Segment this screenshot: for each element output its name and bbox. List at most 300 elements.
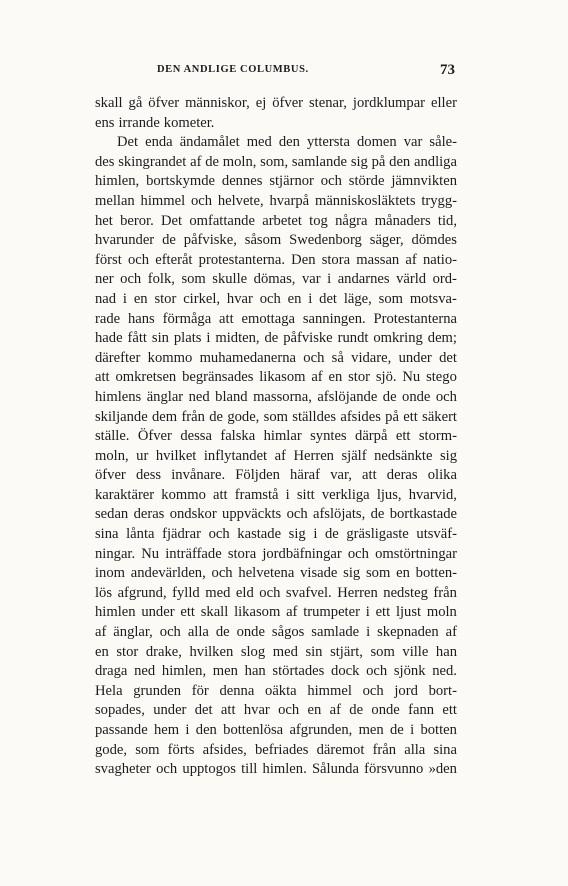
word: ned bbox=[188, 388, 210, 405]
word: stenar, bbox=[309, 95, 347, 111]
word: Protestanterna bbox=[373, 310, 457, 327]
word: och bbox=[278, 702, 300, 719]
word: störtades bbox=[272, 663, 325, 680]
text-line bbox=[95, 133, 457, 153]
text-line bbox=[95, 603, 457, 623]
word: att bbox=[219, 310, 234, 327]
word: sina bbox=[95, 526, 119, 543]
word: onde bbox=[402, 388, 431, 405]
word: yttersta bbox=[306, 134, 350, 151]
word: dem bbox=[152, 408, 178, 425]
word: stego bbox=[426, 369, 457, 386]
word: det bbox=[194, 702, 213, 719]
word: i bbox=[285, 486, 290, 503]
word: karaktärer bbox=[95, 486, 155, 503]
word: bottenlösa bbox=[223, 722, 284, 738]
word: i bbox=[122, 290, 127, 307]
word: läge, bbox=[343, 290, 372, 307]
word: en bbox=[287, 290, 302, 307]
word: påfviske, bbox=[183, 232, 237, 249]
word: ens bbox=[95, 114, 115, 131]
text-line bbox=[95, 329, 457, 349]
text-line bbox=[95, 701, 457, 721]
word: rade bbox=[95, 310, 121, 327]
word: mellan bbox=[95, 192, 135, 209]
word: att bbox=[362, 467, 377, 484]
word: bortkastade bbox=[389, 506, 457, 523]
word: plats bbox=[173, 330, 202, 347]
word: moln bbox=[426, 604, 457, 621]
word: jordklumpar bbox=[352, 95, 426, 111]
word: dem; bbox=[427, 330, 457, 347]
word: den bbox=[195, 722, 217, 738]
word: domen bbox=[356, 134, 397, 151]
word: himlar bbox=[263, 428, 302, 445]
word: lös bbox=[95, 584, 113, 601]
word: andevärlden, bbox=[130, 565, 206, 582]
word: så bbox=[331, 349, 344, 366]
word: sig bbox=[343, 565, 361, 582]
word: de bbox=[324, 526, 339, 543]
word: inträffade bbox=[165, 545, 222, 562]
word: denna bbox=[219, 682, 255, 699]
word: försvunno bbox=[364, 761, 424, 778]
word: moln, bbox=[95, 447, 129, 464]
word: alla bbox=[187, 624, 209, 641]
word: säkert bbox=[422, 408, 457, 425]
word: sig bbox=[439, 447, 457, 464]
word: under bbox=[398, 349, 432, 366]
word: stor bbox=[154, 290, 177, 307]
word: som, bbox=[260, 153, 289, 170]
word: såle- bbox=[429, 134, 457, 151]
word: stjärt, bbox=[330, 643, 363, 660]
text-line bbox=[95, 114, 457, 134]
word: en bbox=[307, 702, 322, 719]
text-line bbox=[95, 486, 457, 506]
word: ljus, bbox=[376, 486, 402, 503]
word: afslöjats, bbox=[312, 506, 366, 523]
word: han bbox=[435, 643, 457, 660]
word: Herren bbox=[293, 447, 334, 464]
word: tog bbox=[309, 212, 328, 229]
word: Herren bbox=[337, 584, 378, 601]
text-line bbox=[95, 290, 457, 310]
word: afsides, bbox=[202, 741, 247, 758]
word: visade bbox=[300, 565, 338, 582]
word: sin bbox=[151, 330, 169, 347]
text-line bbox=[95, 505, 457, 525]
word: en bbox=[95, 643, 109, 660]
word: afslöjande bbox=[317, 388, 378, 405]
word: hvarunder bbox=[95, 232, 155, 249]
word: den bbox=[389, 153, 411, 170]
word: och bbox=[156, 761, 178, 778]
word: vidare, bbox=[351, 349, 392, 366]
word: arbetet bbox=[262, 212, 302, 229]
word: såsom bbox=[244, 232, 282, 249]
word: människor, bbox=[185, 95, 250, 111]
page-header bbox=[95, 62, 455, 84]
word: värld bbox=[396, 271, 427, 288]
word: i bbox=[313, 526, 318, 543]
word: protestanterna. bbox=[198, 251, 285, 268]
word: sin bbox=[305, 643, 323, 660]
word: hvarvid, bbox=[408, 486, 457, 503]
word: kometer. bbox=[163, 114, 215, 131]
word: hvarpå bbox=[269, 192, 310, 209]
word: draga bbox=[95, 663, 128, 680]
word: häraf bbox=[290, 467, 321, 484]
word: de bbox=[205, 153, 219, 170]
word: stor bbox=[348, 369, 371, 386]
word: att bbox=[213, 486, 228, 503]
word: skulle bbox=[212, 271, 248, 288]
word: himlen bbox=[95, 604, 136, 621]
word: Det bbox=[117, 134, 139, 151]
text-line bbox=[95, 623, 457, 643]
word: motsva- bbox=[409, 290, 457, 307]
word: med bbox=[272, 643, 298, 660]
word: och bbox=[208, 526, 230, 543]
text-line bbox=[95, 643, 457, 663]
word: himlen, bbox=[161, 663, 207, 680]
word: het bbox=[95, 212, 113, 229]
word: botten- bbox=[415, 565, 457, 582]
text-line bbox=[95, 94, 457, 114]
word: onde bbox=[236, 624, 265, 641]
word: det bbox=[439, 349, 457, 366]
word: öfver bbox=[148, 95, 180, 111]
word: skall bbox=[200, 604, 229, 621]
text-line bbox=[95, 192, 457, 212]
word: ned. bbox=[432, 663, 457, 680]
word: i bbox=[366, 624, 371, 641]
word: himmel bbox=[307, 682, 352, 699]
word: och bbox=[366, 663, 388, 680]
word: begränsades bbox=[182, 369, 254, 386]
word: sanningen. bbox=[302, 310, 366, 327]
text-line bbox=[95, 564, 457, 584]
word: de bbox=[390, 722, 404, 738]
word: ondskor bbox=[169, 506, 217, 523]
word: syntes bbox=[310, 428, 347, 445]
word: för bbox=[191, 682, 209, 699]
word: Hela bbox=[95, 682, 123, 699]
text-line bbox=[95, 447, 457, 467]
word: månaders bbox=[374, 212, 431, 229]
word: från bbox=[433, 584, 457, 601]
word: förmåga bbox=[162, 310, 212, 327]
word: deras bbox=[133, 506, 165, 523]
word: en bbox=[133, 290, 148, 307]
word: massorna, bbox=[253, 388, 312, 405]
word: skiljande bbox=[95, 408, 148, 425]
word: Sålunda bbox=[311, 761, 359, 778]
word: nedsteg bbox=[383, 584, 428, 601]
word: var bbox=[403, 134, 423, 151]
word: de bbox=[215, 624, 230, 641]
word: gå bbox=[128, 95, 143, 111]
word: jordbäfningar bbox=[262, 545, 342, 562]
word: med bbox=[246, 134, 272, 151]
word: att bbox=[220, 702, 236, 719]
word: och bbox=[159, 624, 181, 641]
word: gode, bbox=[227, 408, 260, 425]
word: sjönk bbox=[393, 663, 426, 680]
word: himlen, bbox=[95, 173, 140, 190]
word: stjärnor bbox=[269, 173, 314, 190]
word: stora bbox=[321, 251, 351, 268]
word: ej bbox=[255, 95, 267, 111]
word: likasom bbox=[259, 369, 306, 386]
word: kommo bbox=[161, 486, 206, 503]
word: var bbox=[301, 271, 321, 288]
word: påfviske bbox=[283, 330, 333, 347]
word: bort- bbox=[428, 682, 457, 699]
text-line bbox=[95, 721, 457, 741]
word: dennes bbox=[221, 173, 263, 190]
word: kastade bbox=[237, 526, 282, 543]
word: ett bbox=[180, 604, 195, 621]
word: dömas, bbox=[253, 271, 296, 288]
word: ljust bbox=[395, 604, 422, 621]
text-line bbox=[95, 662, 457, 682]
word: af bbox=[311, 369, 323, 386]
word: Nu bbox=[141, 545, 160, 562]
word: af bbox=[445, 624, 457, 641]
word: på bbox=[371, 153, 386, 170]
word: därpå bbox=[355, 428, 388, 445]
word: andliga bbox=[414, 153, 457, 170]
word: i bbox=[365, 604, 370, 621]
word: af bbox=[274, 447, 286, 464]
word: men bbox=[212, 663, 238, 680]
word: de bbox=[209, 408, 224, 425]
word: stora bbox=[227, 545, 257, 562]
word: däremot bbox=[316, 741, 365, 758]
word: olika bbox=[427, 467, 457, 484]
word: gode, bbox=[95, 741, 128, 758]
word: upptogos bbox=[182, 761, 236, 778]
word: från bbox=[181, 408, 205, 425]
text-line bbox=[95, 368, 457, 388]
word: skepnaden bbox=[377, 624, 439, 641]
word: hvilket bbox=[155, 447, 197, 464]
word: hvilken bbox=[189, 643, 234, 660]
body-text bbox=[95, 94, 457, 780]
word: ett bbox=[375, 604, 391, 621]
word: bortskymde bbox=[146, 173, 215, 190]
word: Följden bbox=[235, 467, 280, 484]
word: änglar bbox=[146, 388, 184, 405]
word: midten, bbox=[215, 330, 260, 347]
word: jämnvikten bbox=[391, 173, 457, 190]
word: helvete, bbox=[217, 192, 264, 209]
text-line bbox=[95, 349, 457, 369]
word: onde bbox=[371, 702, 400, 719]
word: och bbox=[347, 545, 369, 562]
text-line bbox=[95, 153, 457, 173]
text-line bbox=[95, 408, 457, 428]
word: men bbox=[358, 722, 384, 738]
word: nad bbox=[95, 290, 117, 307]
word: verkliga bbox=[321, 486, 370, 503]
word: omkretsen bbox=[115, 369, 177, 386]
word: slog bbox=[240, 643, 266, 660]
word: i bbox=[410, 722, 415, 738]
word: ned bbox=[134, 663, 156, 680]
text-line bbox=[95, 760, 457, 780]
word: ändamålet bbox=[179, 134, 240, 151]
text-line bbox=[95, 388, 457, 408]
word: till bbox=[241, 761, 258, 778]
word: på bbox=[385, 408, 399, 425]
word: andarnes bbox=[337, 271, 390, 288]
word: passande bbox=[95, 722, 148, 738]
word: de bbox=[370, 506, 385, 523]
word: änglar, bbox=[113, 624, 153, 641]
word: fjädrar bbox=[162, 526, 201, 543]
word: de bbox=[382, 388, 397, 405]
word: lånta bbox=[126, 526, 155, 543]
word: hvar bbox=[226, 290, 253, 307]
word: alla bbox=[404, 741, 426, 758]
word: omkring bbox=[373, 330, 423, 347]
word: i bbox=[327, 271, 332, 288]
page-number: 73 bbox=[440, 62, 455, 78]
word: dessa bbox=[180, 428, 212, 445]
word: i bbox=[308, 290, 313, 307]
text-line bbox=[95, 172, 457, 192]
word: afsides bbox=[340, 408, 381, 425]
word: folk, bbox=[147, 271, 175, 288]
word: massan bbox=[356, 251, 400, 268]
word: ville bbox=[402, 643, 429, 660]
word: de bbox=[349, 702, 364, 719]
word: som bbox=[263, 408, 288, 425]
word: eller bbox=[431, 95, 457, 111]
word: samlande bbox=[291, 153, 348, 170]
word: han bbox=[244, 663, 266, 680]
word: dess bbox=[135, 467, 162, 484]
word: »den bbox=[428, 761, 457, 778]
word: himmel bbox=[140, 192, 186, 209]
word: stor bbox=[116, 643, 139, 660]
word: och bbox=[190, 192, 213, 209]
word: hvar bbox=[243, 702, 270, 719]
word: sina bbox=[433, 741, 457, 758]
word: himlens bbox=[95, 388, 142, 405]
word: samlade bbox=[311, 624, 360, 641]
word: var, bbox=[330, 467, 352, 484]
word: dock bbox=[331, 663, 360, 680]
word: med bbox=[205, 584, 231, 601]
word: under bbox=[141, 604, 175, 621]
word: som bbox=[135, 741, 160, 758]
text-line bbox=[95, 545, 457, 565]
word: moln, bbox=[222, 153, 257, 170]
word: omfattande bbox=[189, 212, 255, 229]
word: bland bbox=[215, 388, 248, 405]
word: sig bbox=[288, 526, 306, 543]
word: af bbox=[329, 702, 341, 719]
word: uppväckts bbox=[222, 506, 282, 523]
word: ner bbox=[95, 271, 114, 288]
word: afgrund, bbox=[117, 584, 167, 601]
word: inflytandet bbox=[203, 447, 268, 464]
word: i bbox=[206, 330, 211, 347]
word: inom bbox=[95, 565, 125, 582]
word: framstå bbox=[234, 486, 279, 503]
text-line bbox=[95, 466, 457, 486]
word: sig bbox=[350, 153, 368, 170]
word: därefter bbox=[95, 349, 141, 366]
word: ord- bbox=[432, 271, 457, 288]
word: natio- bbox=[422, 251, 457, 268]
word: likasom bbox=[234, 604, 281, 621]
word: en bbox=[396, 565, 410, 582]
word: de bbox=[162, 232, 176, 249]
word: förts bbox=[167, 741, 195, 758]
word: kommo bbox=[147, 349, 193, 366]
word: som bbox=[378, 290, 403, 307]
word: sjö. bbox=[375, 369, 397, 386]
word: sågos bbox=[271, 624, 305, 641]
word: jord bbox=[394, 682, 418, 699]
word: cirkel, bbox=[183, 290, 221, 307]
text-line bbox=[95, 251, 457, 271]
word: hade bbox=[95, 330, 123, 347]
word: och bbox=[362, 682, 384, 699]
word: och bbox=[127, 251, 150, 268]
word: falska bbox=[220, 428, 256, 445]
word: sopades, bbox=[95, 702, 145, 719]
text-line bbox=[95, 584, 457, 604]
word: och bbox=[211, 565, 233, 582]
word: irrande bbox=[118, 114, 160, 131]
word: af bbox=[286, 604, 298, 621]
word: invånare. bbox=[171, 467, 226, 484]
word: människosläktets bbox=[314, 192, 416, 209]
running-head: DEN ANDLIGE COLUMBUS. bbox=[157, 64, 309, 75]
word: fann bbox=[408, 702, 435, 719]
word: och bbox=[320, 173, 342, 190]
word: utsväf- bbox=[416, 526, 457, 543]
word: det bbox=[319, 290, 337, 307]
word: Öfver bbox=[137, 428, 172, 445]
word: helvetena bbox=[238, 565, 295, 582]
word: ett bbox=[395, 428, 411, 445]
text-line bbox=[95, 682, 457, 702]
word: himlen. bbox=[262, 761, 307, 778]
word: som bbox=[365, 565, 391, 582]
word: dömdes bbox=[411, 232, 457, 249]
word: öfver bbox=[95, 467, 126, 484]
text-line bbox=[95, 741, 457, 761]
word: efteråt bbox=[155, 251, 193, 268]
word: och bbox=[120, 271, 142, 288]
word: rundt bbox=[337, 330, 369, 347]
word: och bbox=[435, 388, 457, 405]
word: enda bbox=[145, 134, 173, 151]
word: omstörtningar bbox=[375, 545, 457, 562]
word: beror. bbox=[120, 212, 154, 229]
word: och bbox=[303, 349, 325, 366]
word: des bbox=[95, 153, 115, 170]
word: ur bbox=[136, 447, 149, 464]
word: af bbox=[405, 251, 417, 268]
